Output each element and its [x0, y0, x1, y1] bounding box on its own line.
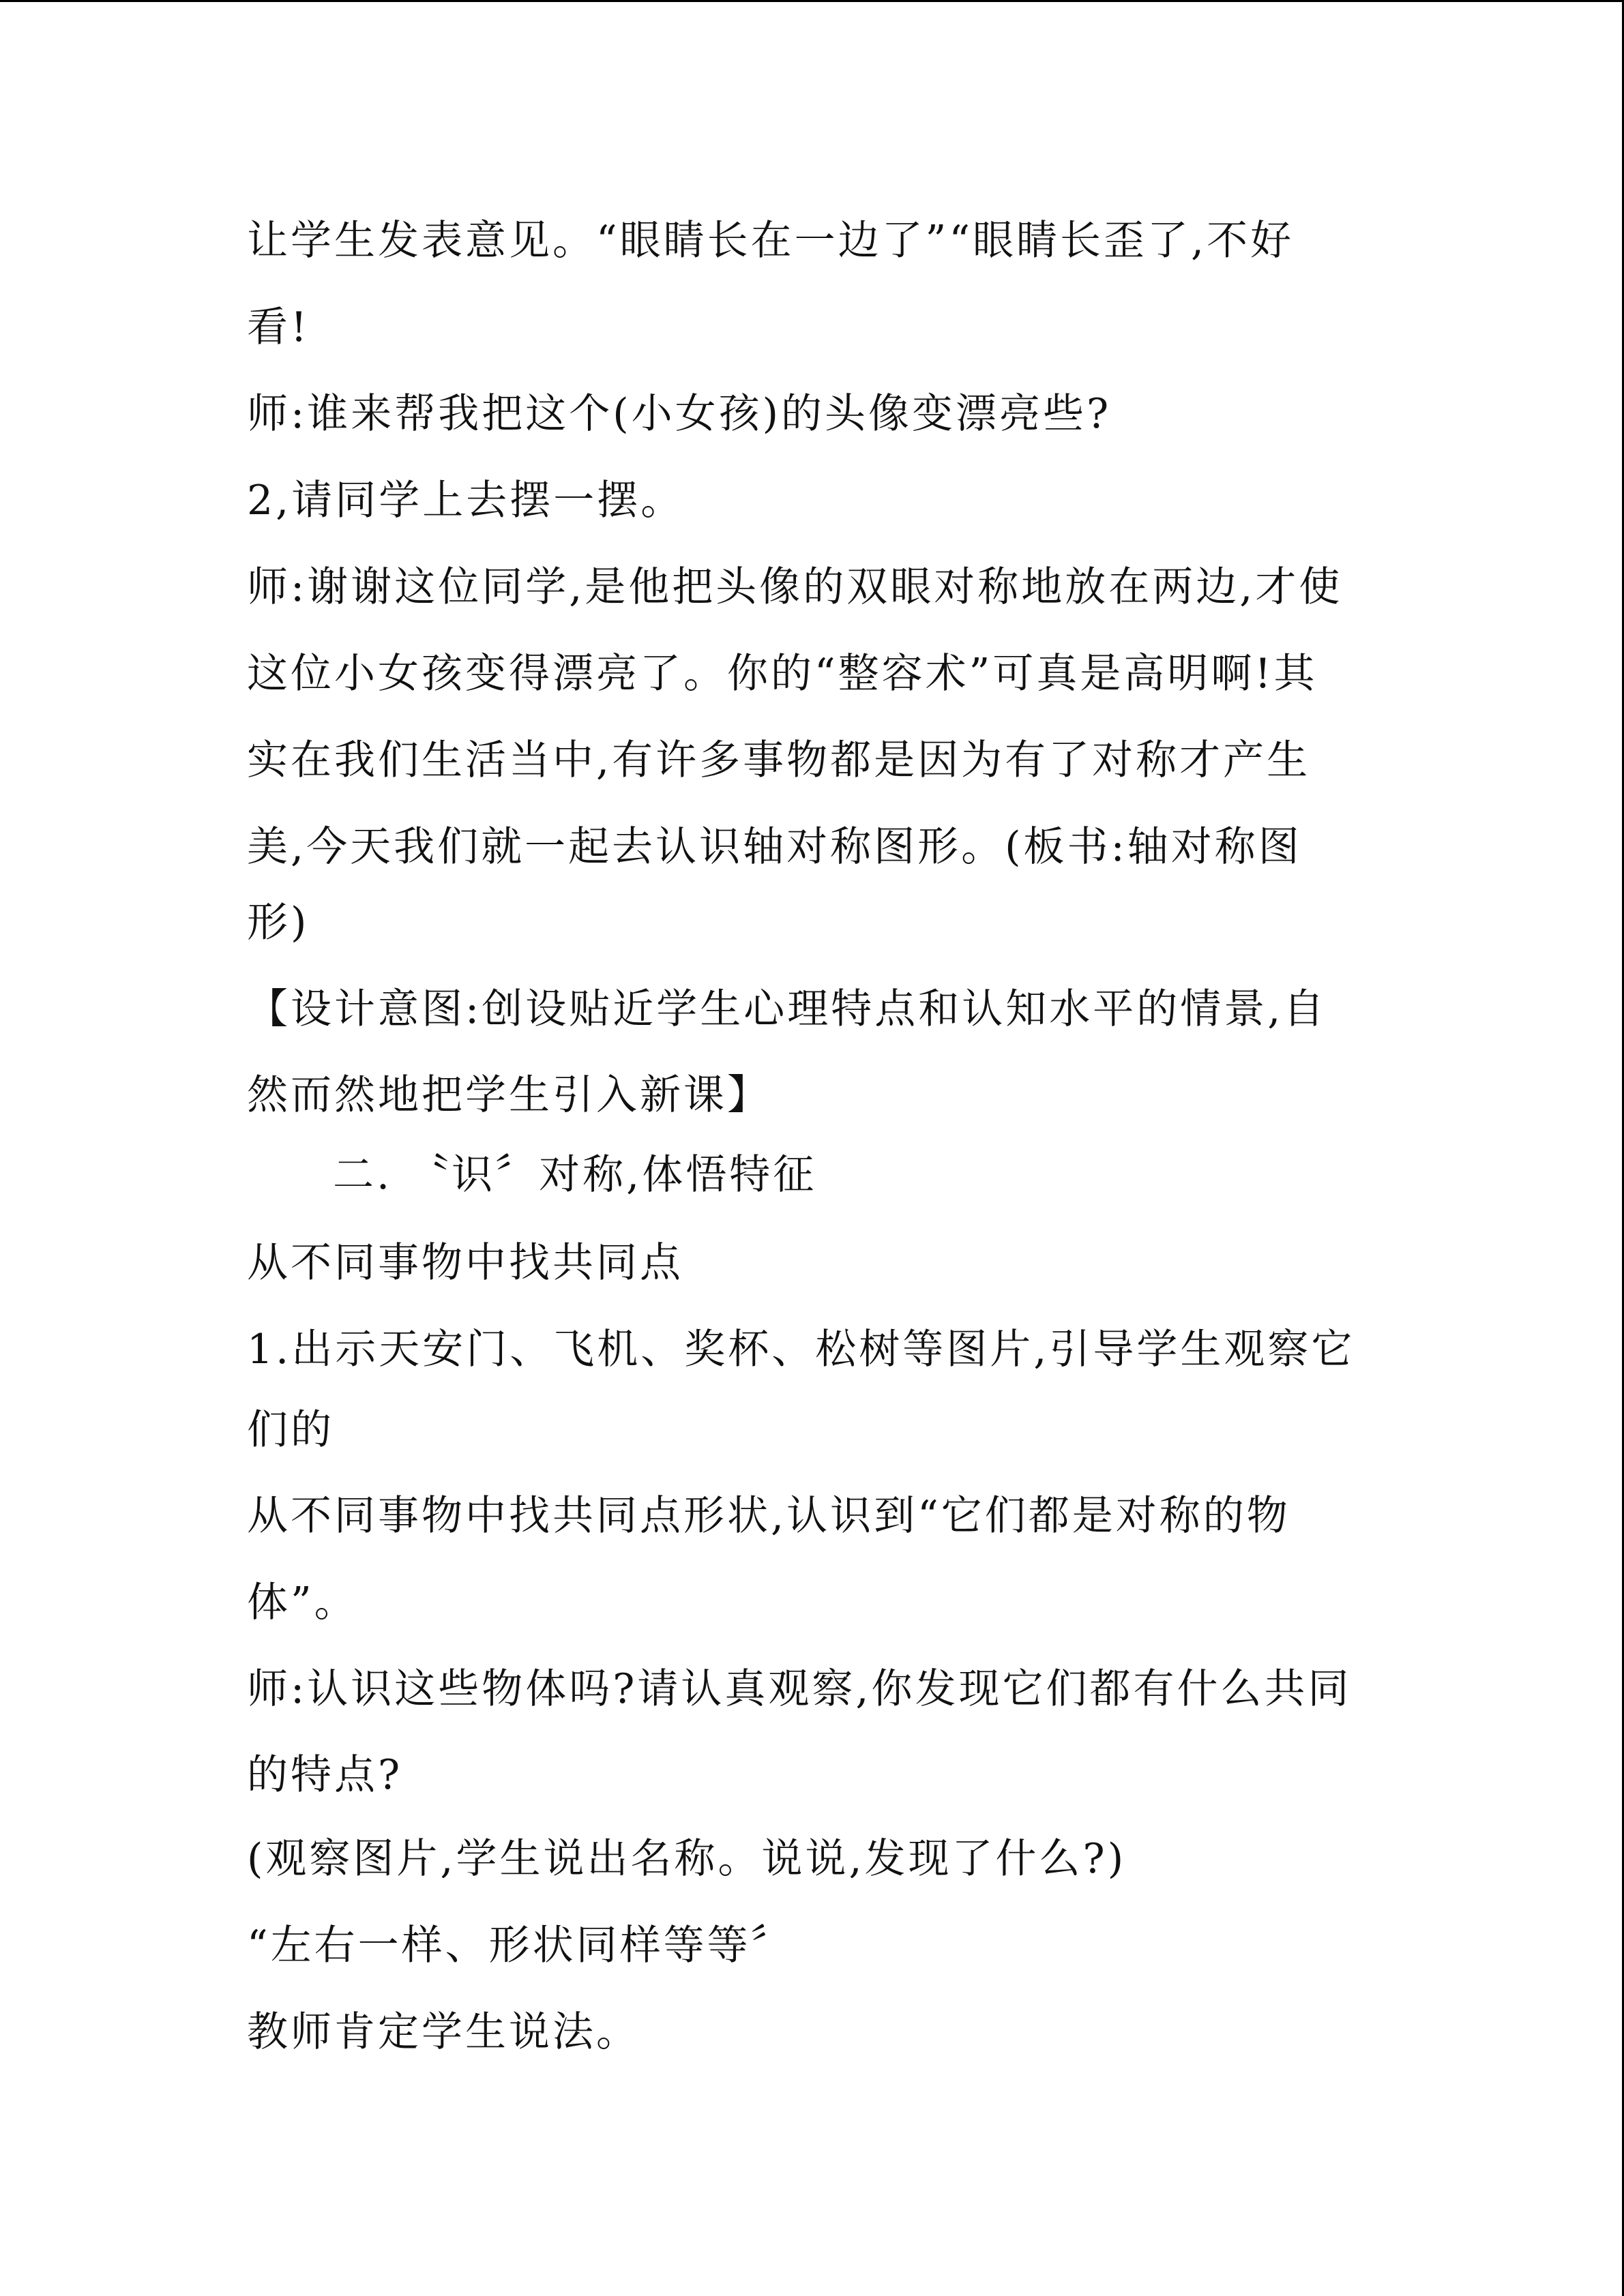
text-line: 师:认识这些物体吗?请认真观察,你发现它们都有什么共同 — [247, 1665, 1352, 1713]
text-line: “左右一样、形状同样等等〞 — [247, 1922, 795, 1969]
text-line: 这位小女孩变得漂亮了。你的“整容术”可真是高明啊!其 — [247, 650, 1318, 698]
text-line: 2,请同学上去摆一摆。 — [247, 477, 685, 524]
text-line: 教师肯定学生说法。 — [247, 2008, 640, 2056]
text-line: 师:谢谢这位同学,是他把头像的双眼对称地放在两边,才使 — [247, 563, 1343, 611]
design-intent-line: 【设计意图:创设贴近学生心理特点和认知水平的情景,自 — [247, 985, 1327, 1033]
text-line: 形) — [247, 899, 310, 946]
text-line: 师:谁来帮我把这个(小女孩)的头像变漂亮些? — [247, 390, 1112, 438]
text-line: 们的 — [247, 1406, 334, 1454]
text-line: 实在我们生活当中,有许多事物都是因为有了对称才产生 — [247, 736, 1311, 784]
text-line: 让学生发表意见。“眼睛长在一边了”“眼睛长歪了,不好 — [247, 217, 1295, 265]
section-heading: 二. 〝识〞对称,体悟特征 — [333, 1151, 817, 1199]
text-line: 从不同事物中找共同点 — [247, 1239, 683, 1287]
text-line: 的特点? — [247, 1751, 403, 1799]
text-line: 体”。 — [247, 1579, 358, 1626]
text-line: 看! — [247, 303, 310, 351]
text-line: (观察图片,学生说出名称。说说,发现了什么?) — [247, 1835, 1127, 1883]
text-line: 从不同事物中找共同点形状,认识到“它们都是对称的物 — [247, 1492, 1290, 1540]
text-line: 1.出示天安门、飞机、奖杯、松树等图片,引导学生观察它 — [247, 1326, 1355, 1373]
text-line: 美,今天我们就一起去认识轴对称图形。(板书:轴对称图 — [247, 823, 1302, 871]
design-intent-line: 然而然地把学生引入新课】 — [247, 1071, 771, 1119]
